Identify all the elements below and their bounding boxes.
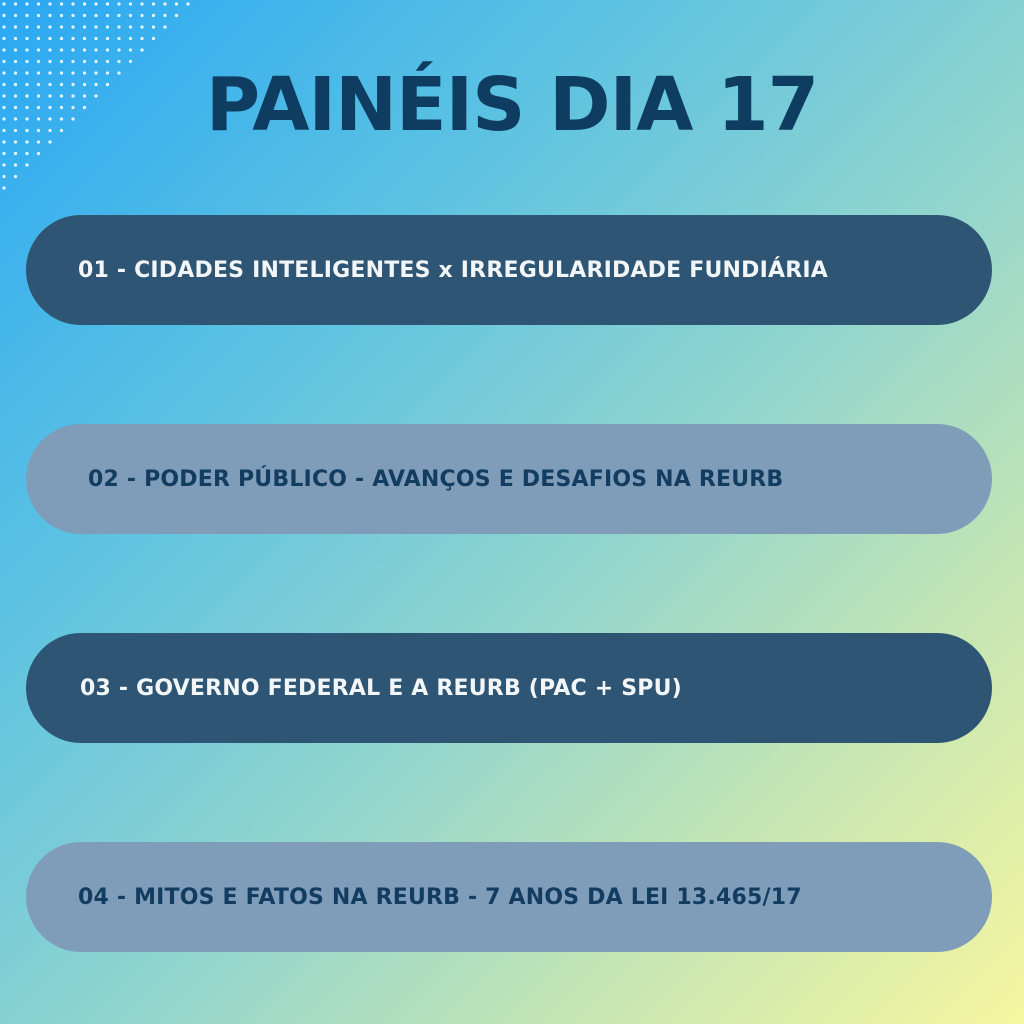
panel-02	[26, 424, 992, 534]
panel-01	[26, 215, 992, 325]
panel-02-label: 02 - PODER PÚBLICO - AVANÇOS E DESAFIOS NA REURB	[88, 466, 784, 492]
panel-04-label: 04 - MITOS E FATOS NA REURB - 7 ANOS DA LEI 13.465/17	[78, 884, 802, 910]
panel-01-label: 01 - CIDADES INTELIGENTES x IRREGULARIDADE FUNDIÁRIA	[78, 257, 828, 283]
panel-03	[26, 633, 992, 743]
panel-04	[26, 842, 992, 952]
panel-03-label: 03 - GOVERNO FEDERAL E A REURB (PAC + SPU)	[80, 675, 682, 701]
page-title: PAINÉIS DIA 17	[205, 62, 819, 148]
